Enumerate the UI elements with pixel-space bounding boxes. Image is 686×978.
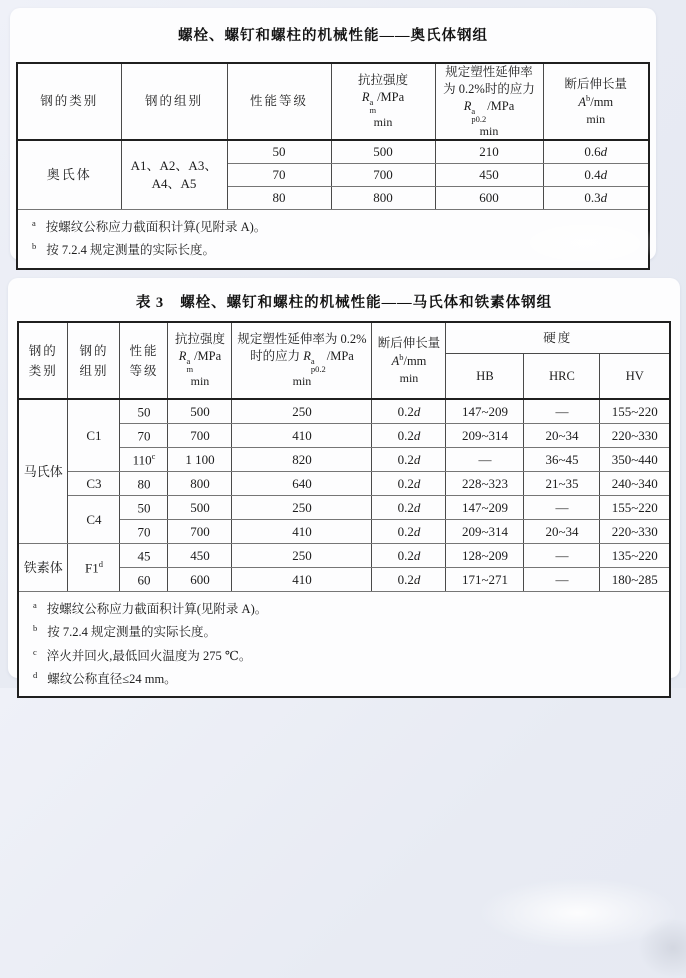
th-property-class: 性能 等级: [120, 322, 168, 399]
table1-title-text: 螺栓、螺钉和螺柱的机械性能——奥氏体钢组: [178, 28, 488, 44]
th-tensile-strength: 抗拉强度 R a m /MPa min: [331, 63, 435, 140]
table-row: [18, 544, 670, 568]
cell-grade: 110$^c$: [120, 448, 168, 472]
cell-hb: 128~209: [446, 544, 524, 568]
cell-proof: 640: [232, 472, 372, 496]
cell-hb: 209~314: [446, 520, 524, 544]
scan-artifact: [638, 918, 686, 978]
th-property-class: 性能等级: [227, 63, 331, 140]
cell-proof: 250: [232, 399, 372, 424]
cell-hv: 240~340: [600, 472, 670, 496]
footnote-row: [17, 209, 649, 268]
cell-tensile: 800: [168, 472, 232, 496]
cell-steel-class: 奥氏体: [17, 140, 121, 210]
cell-grade: 80: [120, 472, 168, 496]
elongation-formula: $A^b/mm$: [578, 92, 614, 109]
cell-proof: 410: [232, 424, 372, 448]
cell-hb: 147~209: [446, 399, 524, 424]
table1-body: [17, 140, 649, 269]
table1-header: [17, 63, 649, 140]
cell-hrc: —: [524, 399, 600, 424]
cell-group-f1: F1$^d$: [68, 544, 120, 592]
cell-hrc: —: [524, 496, 600, 520]
table2-number: 表 3: [135, 295, 165, 311]
th-elongation: 断后伸长量 $A^b/mm$ min: [543, 63, 649, 140]
cell-tensile: 600: [168, 568, 232, 592]
th-proof-stress: 规定塑性延伸率 为 0.2%时的应力 R a p0.2 /MPa min: [435, 63, 543, 140]
cell-group-c3: C3: [68, 472, 120, 496]
cell-hrc: 36~45: [524, 448, 600, 472]
cell-group-c1: C1: [68, 399, 120, 472]
table-row: [18, 399, 670, 424]
footnote-b: $^b$ 按 7.2.4 规定测量的实际长度。: [32, 241, 216, 258]
cell-hv: 220~330: [600, 520, 670, 544]
cell-hv: 155~220: [600, 496, 670, 520]
cell-hrc: —: [524, 568, 600, 592]
proof-formula: R a p0.2 /MPa: [463, 98, 515, 124]
cell-grade: 45: [120, 544, 168, 568]
cell-hb: 209~314: [446, 424, 524, 448]
cell-elongation: 0.2d: [372, 568, 446, 592]
th-tensile-strength: 抗拉强度 R a m /MPa min: [168, 322, 232, 399]
cell-hv: 135~220: [600, 544, 670, 568]
table2-header: [18, 322, 670, 399]
cell-tensile: 700: [168, 520, 232, 544]
cell-elongation: 0.4d: [543, 163, 649, 186]
cell-grade: 50: [227, 140, 331, 164]
th-elongation: 断后伸长量 $A^b/mm$ min: [372, 322, 446, 399]
footnote-row: [18, 592, 670, 698]
cell-hv: 350~440: [600, 448, 670, 472]
th-hardness-hrc: HRC: [524, 354, 600, 400]
cell-hrc: 20~34: [524, 424, 600, 448]
cell-elongation: 0.2d: [372, 424, 446, 448]
cell-hb: 228~323: [446, 472, 524, 496]
th-steel-class: 钢的 类别: [18, 322, 68, 399]
footnote-c: $^c$ 淬火并回火,最低回火温度为 275 ℃。: [32, 646, 252, 663]
footnote-a: $^a$ 按螺纹公称应力截面积计算(见附录 A)。: [32, 217, 267, 235]
scan-artifact: [478, 878, 678, 948]
cell-tensile: 500: [168, 496, 232, 520]
cell-grade: 80: [227, 186, 331, 209]
cell-hb: 171~271: [446, 568, 524, 592]
cell-hv: 180~285: [600, 568, 670, 592]
cell-grade: 70: [227, 163, 331, 186]
cell-proof: 250: [232, 496, 372, 520]
cell-tensile: 500: [168, 399, 232, 424]
cell-hrc: 20~34: [524, 520, 600, 544]
cell-proof: 410: [232, 520, 372, 544]
table2-title: [8, 291, 680, 312]
cell-elongation: 0.2d: [372, 520, 446, 544]
cell-hrc: 21~35: [524, 472, 600, 496]
cell-grade: 70: [120, 520, 168, 544]
cell-grade: 70: [120, 424, 168, 448]
th-steel-group: 钢的 组别: [68, 322, 120, 399]
tensile-formula: R a m /MPa: [178, 349, 222, 375]
cell-tensile: 700: [168, 424, 232, 448]
cell-steel-group: A1、A2、A3、 A4、A5: [121, 140, 227, 210]
cell-elongation: 0.2d: [372, 544, 446, 568]
cell-elongation: 0.2d: [372, 472, 446, 496]
cell-elongation: 0.2d: [372, 399, 446, 424]
cell-grade: 50: [120, 496, 168, 520]
cell-class-martensitic: 马氏体: [18, 399, 68, 544]
tensile-formula: R a m /MPa: [361, 90, 405, 116]
proof-formula-line: 时的应力 R a p0.2 /MPa: [250, 349, 354, 375]
table1-title: [10, 24, 656, 45]
th-steel-class: 钢的类别: [17, 63, 121, 140]
cell-tensile: 700: [331, 163, 435, 186]
footnote-a: $^a$ 按螺纹公称应力截面积计算(见附录 A)。: [32, 600, 268, 617]
table-row: [18, 496, 670, 520]
table2-footnotes: [18, 592, 670, 698]
cell-proof: 600: [435, 186, 543, 209]
cell-hv: 155~220: [600, 399, 670, 424]
cell-elongation: 0.2d: [372, 496, 446, 520]
panel-martensitic-ferritic-table: [8, 278, 680, 686]
cell-elongation: 0.6d: [543, 140, 649, 164]
footnote-d: $^d$ 螺纹公称直径≤24 mm。: [32, 669, 177, 686]
th-proof-stress: 规定塑性延伸率为 0.2% 时的应力 R a p0.2 /MPa min: [232, 322, 372, 399]
th-hardness-hv: HV: [600, 354, 670, 400]
cell-proof: 250: [232, 544, 372, 568]
cell-tensile: 450: [168, 544, 232, 568]
th-hardness: 硬度: [446, 322, 670, 354]
cell-grade: 60: [120, 568, 168, 592]
th-steel-group: 钢的组别: [121, 63, 227, 140]
table2-body: [18, 399, 670, 697]
cell-tensile: 800: [331, 186, 435, 209]
table-row: [18, 472, 670, 496]
cell-hb: —: [446, 448, 524, 472]
cell-hb: 147~209: [446, 496, 524, 520]
cell-grade: 50: [120, 399, 168, 424]
table2-title-text: 螺栓、螺钉和螺柱的机械性能——马氏体和铁素体钢组: [180, 295, 553, 311]
cell-group-c4: C4: [68, 496, 120, 544]
cell-hv: 220~330: [600, 424, 670, 448]
cell-tensile: 500: [331, 140, 435, 164]
table-row: [17, 140, 649, 164]
cell-proof: 410: [232, 568, 372, 592]
panel-austenitic-table: [10, 8, 656, 260]
table-martensitic-ferritic: [17, 321, 671, 698]
th-hardness-hb: HB: [446, 354, 524, 400]
cell-elongation: 0.2d: [372, 448, 446, 472]
footnote-b: $^b$ 按 7.2.4 规定测量的实际长度。: [32, 623, 216, 640]
table-austenitic: [16, 62, 650, 270]
elongation-formula: $A^b/mm$: [391, 351, 427, 368]
cell-elongation: 0.3d: [543, 186, 649, 209]
cell-proof: 820: [232, 448, 372, 472]
cell-hrc: —: [524, 544, 600, 568]
cell-proof: 210: [435, 140, 543, 164]
table1-footnotes: [17, 209, 649, 268]
cell-tensile: 1 100: [168, 448, 232, 472]
cell-proof: 450: [435, 163, 543, 186]
cell-class-ferritic: 铁素体: [18, 544, 68, 592]
